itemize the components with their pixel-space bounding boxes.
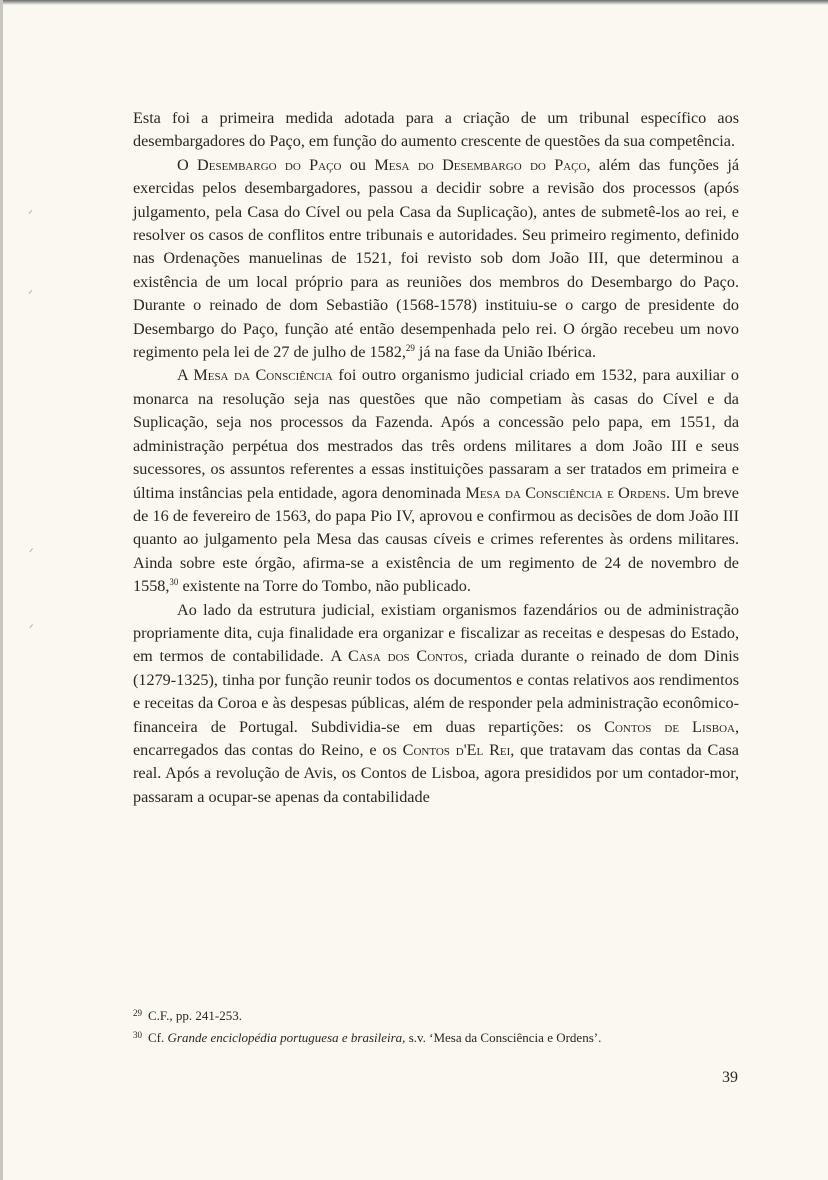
scan-speck-mark: ᐟ — [29, 623, 34, 635]
institution-name: A Casa dos Contos — [330, 647, 464, 666]
institution-name: O Desembargo do Paço — [177, 155, 342, 174]
scan-speck-mark: ᐟ — [29, 547, 34, 559]
text-run: , que tratavam das contas da Casa real. Após a revolução de Avis, os Contos de Lisboa, agora presididos por um contador-mor, passaram a ocupar-se apenas da contabilidade — [133, 740, 739, 806]
footnote-30 — [133, 1026, 739, 1048]
scan-speck-mark: ᐟ — [28, 209, 33, 221]
scan-speck-mark: ᐟ — [28, 289, 33, 301]
scan-top-edge — [0, 0, 828, 5]
footnote-text: C.F., pp. 241-253. — [148, 1008, 242, 1023]
institution-name: A Mesa da Consciência — [177, 366, 333, 385]
text-run: , além das funções já exercidas pelos desembargadores, passou a decidir sobre a revisão dos processos (após julgamento, pela Casa do Cível ou pela Casa da Suplicação), antes de submetê-los ao rei, e resolver os casos de conflitos entre tribunais e autoridades. Seu primeiro regimento, definido nas Ordenações manuelinas de 1521, foi revisto sob dom João III, que determinou a existência de um local próprio para as reuniões dos membros do Desembargo do Paço. Durante o reinado de dom Sebastião (1568-1578) instituiu-se o cargo de presidente do Desembargo do Paço, função até então desempenhada pelo rei. O órgão recebeu um novo regimento pela lei de 27 de julho de 1582, — [133, 155, 740, 362]
paragraph-4 — [133, 599, 739, 810]
main-text — [133, 107, 739, 809]
text-run: ou — [341, 155, 375, 174]
text-run: foi outro organismo judicial criado em 1532, para auxiliar o monarca na resolução seja nas questões que não competiam às casas do Cível e da Suplicação, seja nos processos da Fazenda. Após a concessão pelo papa, em 1551, da administração perpétua dos mestrados das três ordens militares a dom João III e seus sucessores, os assuntos referentes a essas instituições passaram a ser tratados em primeira e última instâncias pela entidade, agora denominada — [133, 366, 739, 502]
text-run: , encarregados das contas do Reino, e os — [133, 717, 740, 759]
paragraph-3 — [133, 364, 739, 598]
footnote-prefix: Cf. — [148, 1029, 168, 1045]
paragraph-1: Esta foi a primeira medida adotada para a criação de um tribunal específico aos desembargadores do Paço, em função do aumento crescente de questões da sua competência. — [133, 109, 739, 151]
text-run: . Um breve de 16 de fevereiro de 1563, do papa Pio IV, aprovou e confirmou as decisões de dom João III quanto ao julgamento pela Mesa das causas cíveis e crimes referentes às ordens militares. Ainda sobre este órgão, afirma-se a existência de um regimento de 24 de novembro de 1558, — [133, 483, 739, 596]
footnote-29 — [133, 1004, 739, 1026]
institution-name: Contos d'El Rei — [402, 740, 511, 759]
text-run: , criada durante o reinado de dom Dinis (1279-1325), tinha por função reunir todos os documentos e contas relativos aos rendimentos e receitas da Coroa e às despesas públicas, além de responder pela administração econômico-financeira de Portugal. Subdividia-se em duas repartições: os — [133, 647, 739, 736]
footnote-suffix: s.v. ‘Mesa da Consciência e Ordens’. — [405, 1029, 602, 1045]
footnote-ref: 29 — [405, 343, 415, 354]
footnote-number: 29 — [133, 1008, 142, 1018]
paragraph-2 — [133, 154, 739, 365]
footnote-number: 30 — [133, 1029, 142, 1040]
institution-name: Mesa do Desembargo do Paço — [374, 155, 587, 174]
footnotes — [133, 1004, 739, 1047]
footnote-ref: 30 — [169, 577, 179, 588]
scan-left-edge — [0, 0, 3, 1180]
footnote-book-title: Grande enciclopédia portuguesa e brasileira, — [167, 1029, 406, 1045]
institution-name: Mesa da Consciência e Ordens — [465, 483, 666, 502]
text-run: Ao lado da estrutura judicial, existiam organismos fazendários ou de administração propriamente dita, cuja finalidade era organizar e fiscalizar as receitas e despesas do Estado, em termos de contabilidade. — [133, 600, 739, 666]
text-run: existente na Torre do Tombo, não publicado. — [178, 577, 471, 596]
page-number: 39 — [722, 1069, 738, 1086]
institution-name: Contos de Lisboa — [604, 717, 735, 736]
text-run: já na fase da União Ibérica. — [414, 343, 596, 362]
